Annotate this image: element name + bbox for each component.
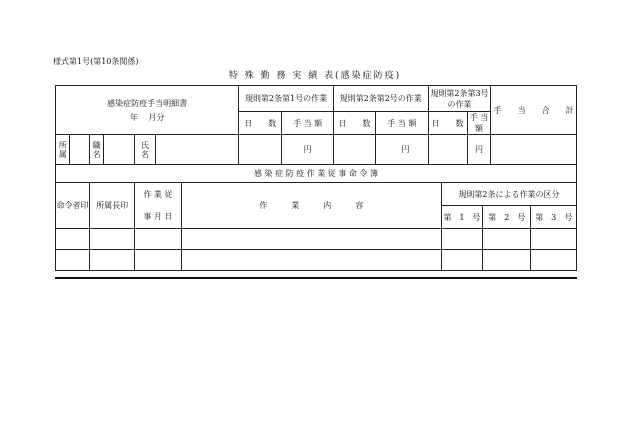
- name-value[interactable]: [155, 135, 238, 165]
- statement-title-cell: [56, 86, 239, 135]
- duty-record-table: [55, 85, 577, 271]
- commander-seal-label: 命令者印: [56, 183, 90, 229]
- col-group-3: 規則第2条第3号の作業: [428, 86, 491, 112]
- work-date-cell[interactable]: [135, 250, 181, 271]
- dept-head-seal-label: 所属長印: [89, 183, 134, 229]
- order-book-title: 感 染 症 防 疫 作 業 従 事 命 令 簿: [56, 165, 577, 183]
- days-1: 日 数: [239, 112, 282, 135]
- days-3: 日 数: [428, 112, 467, 135]
- work-date-label-1: 作 業 従: [135, 183, 181, 206]
- amount-value-2[interactable]: 円: [376, 135, 428, 165]
- dept-label: [56, 135, 70, 165]
- commander-seal-cell[interactable]: [56, 229, 90, 250]
- amount-1: 手 当 額: [282, 112, 333, 135]
- bottom-rule: [55, 277, 577, 279]
- form-title: 特 殊 勤 務 実 績 表(感染症防疫): [228, 71, 402, 81]
- days-value-2[interactable]: [333, 135, 375, 165]
- category-3-cell[interactable]: [531, 229, 577, 250]
- order-row: [56, 250, 577, 271]
- name-label: [135, 135, 156, 165]
- amount-value-3[interactable]: 円: [467, 135, 491, 165]
- amount-3: 手 当 額: [467, 112, 491, 135]
- work-date-label-2: 事 月 日: [135, 206, 181, 229]
- category-2-cell[interactable]: [483, 229, 531, 250]
- position-label-text: 職名: [92, 140, 101, 159]
- dept-value[interactable]: [70, 135, 90, 165]
- col-group-2: 規則第2条第2号の作業: [333, 86, 428, 112]
- days-value-3[interactable]: [428, 135, 467, 165]
- year-month: 年 月分: [129, 112, 165, 122]
- col-group-1: 規則第2条第1号の作業: [239, 86, 334, 112]
- category-2: 第 2 号: [483, 206, 531, 229]
- category-1-cell[interactable]: [441, 229, 482, 250]
- category-3: 第 3 号: [531, 206, 577, 229]
- days-2: 日 数: [333, 112, 375, 135]
- commander-seal-cell[interactable]: [56, 250, 90, 271]
- order-row: [56, 229, 577, 250]
- work-content-cell[interactable]: [181, 250, 441, 271]
- days-value-1[interactable]: [239, 135, 282, 165]
- name-label-text: 氏名: [141, 140, 149, 159]
- category-3-cell[interactable]: [531, 250, 577, 271]
- work-content-label: 作 業 内 容: [181, 183, 441, 229]
- dept-head-seal-cell[interactable]: [89, 229, 134, 250]
- position-label: [89, 135, 103, 165]
- total-value[interactable]: [491, 135, 577, 165]
- total-label: 手 当 合 計: [491, 86, 577, 135]
- amount-2: 手 当 額: [376, 112, 428, 135]
- dept-head-seal-cell[interactable]: [89, 250, 134, 271]
- dept-label-text: 所属: [58, 140, 67, 159]
- category-2-cell[interactable]: [483, 250, 531, 271]
- category-1: 第 1 号: [441, 206, 482, 229]
- work-content-cell[interactable]: [181, 229, 441, 250]
- work-date-cell[interactable]: [135, 229, 181, 250]
- position-value[interactable]: [104, 135, 135, 165]
- statement-title: 感染症防疫手当明細書: [107, 98, 188, 108]
- category-label: 規則第2条による作業の区分: [441, 183, 576, 206]
- amount-value-1[interactable]: 円: [282, 135, 333, 165]
- form-id: 様式第1号(第10条関係): [53, 57, 139, 66]
- category-1-cell[interactable]: [441, 250, 482, 271]
